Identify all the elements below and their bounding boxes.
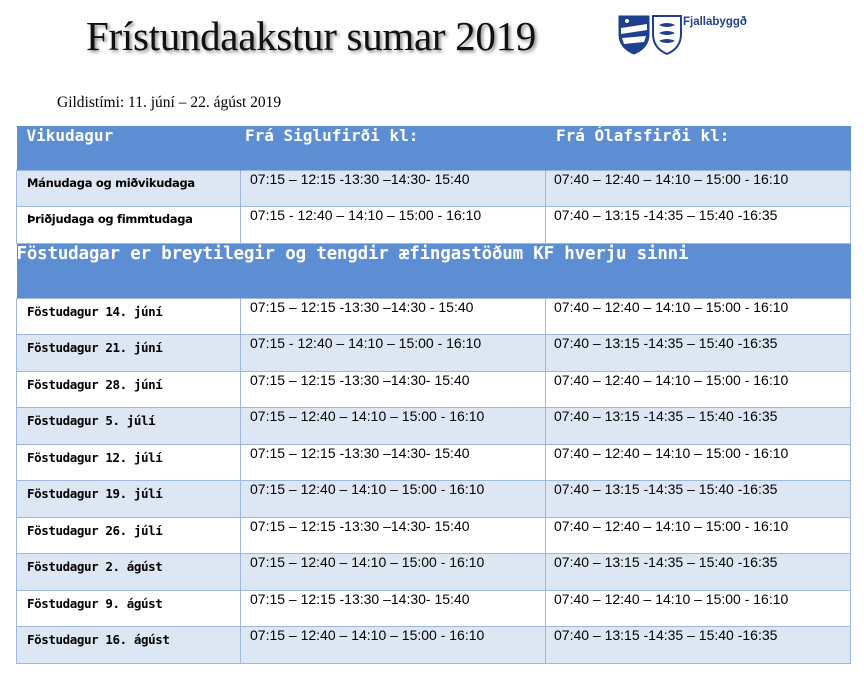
header-from-olafsfjordur: Frá Ólafsfirði kl: (546, 126, 851, 170)
row-times-olafsfjordur: 07:40 – 12:40 – 14:10 – 15:00 - 16:10 (546, 444, 851, 481)
row-times-olafsfjordur: 07:40 – 13:15 -14:35 – 15:40 -16:35 (546, 481, 851, 518)
row-times-olafsfjordur: 07:40 – 12:40 – 14:10 – 15:00 - 16:10 (546, 517, 851, 554)
table-row (17, 554, 851, 591)
row-times-siglufjordur: 07:15 – 12:15 -13:30 –14:30- 15:40 (241, 371, 546, 408)
page-title: Frístundaakstur sumar 2019 (86, 13, 536, 59)
row-times-olafsfjordur: 07:40 – 13:15 -14:35 – 15:40 -16:35 (546, 408, 851, 445)
row-times-siglufjordur: 07:15 – 12:40 – 14:10 – 15:00 - 16:10 (241, 481, 546, 518)
row-day: Föstudagur 12. júlí (17, 444, 241, 481)
schedule-table (16, 126, 851, 664)
table-row (17, 207, 851, 244)
friday-notice-row (17, 243, 851, 298)
row-times-siglufjordur: 07:15 – 12:15 -13:30 –14:30- 15:40 (241, 170, 546, 207)
row-times-siglufjordur: 07:15 – 12:40 – 14:10 – 15:00 - 16:10 (241, 554, 546, 591)
row-day: Mánudaga og miðvikudaga (17, 170, 241, 207)
row-times-olafsfjordur: 07:40 – 12:40 – 14:10 – 15:00 - 16:10 (546, 371, 851, 408)
row-times-olafsfjordur: 07:40 – 13:15 -14:35 – 15:40 -16:35 (546, 335, 851, 372)
row-day: Föstudagur 16. ágúst (17, 627, 241, 664)
row-day: Föstudagur 28. júní (17, 371, 241, 408)
row-times-olafsfjordur: 07:40 – 13:15 -14:35 – 15:40 -16:35 (546, 554, 851, 591)
row-times-siglufjordur: 07:15 – 12:15 -13:30 –14:30- 15:40 (241, 517, 546, 554)
row-day: Þriðjudaga og fimmtudaga (17, 207, 241, 244)
row-times-olafsfjordur: 07:40 – 12:40 – 14:10 – 15:00 - 16:10 (546, 170, 851, 207)
row-times-siglufjordur: 07:15 – 12:40 – 14:10 – 15:00 - 16:10 (241, 627, 546, 664)
table-header-row (17, 126, 851, 170)
row-times-siglufjordur: 07:15 - 12:40 – 14:10 – 15:00 - 16:10 (241, 207, 546, 244)
row-times-olafsfjordur: 07:40 – 13:15 -14:35 – 15:40 -16:35 (546, 627, 851, 664)
table-row (17, 335, 851, 372)
table-row (17, 481, 851, 518)
row-day: Föstudagur 2. ágúst (17, 554, 241, 591)
table-row (17, 298, 851, 335)
row-times-siglufjordur: 07:15 – 12:15 -13:30 –14:30 - 15:40 (241, 298, 546, 335)
table-row (17, 444, 851, 481)
header-weekday: Vikudagur (17, 126, 241, 170)
row-day: Föstudagur 14. júní (17, 298, 241, 335)
row-day: Föstudagur 26. júlí (17, 517, 241, 554)
table-row (17, 170, 851, 207)
row-times-olafsfjordur: 07:40 – 12:40 – 14:10 – 15:00 - 16:10 (546, 590, 851, 627)
row-day: Föstudagur 5. júlí (17, 408, 241, 445)
row-day: Föstudagur 9. ágúst (17, 590, 241, 627)
table-row (17, 408, 851, 445)
row-times-olafsfjordur: 07:40 – 12:40 – 14:10 – 15:00 - 16:10 (546, 298, 851, 335)
row-day: Föstudagur 21. júní (17, 335, 241, 372)
row-times-siglufjordur: 07:15 – 12:15 -13:30 –14:30- 15:40 (241, 444, 546, 481)
row-times-siglufjordur: 07:15 - 12:40 – 14:10 – 15:00 - 16:10 (241, 335, 546, 372)
row-times-siglufjordur: 07:15 – 12:15 -13:30 –14:30- 15:40 (241, 590, 546, 627)
row-times-siglufjordur: 07:15 – 12:40 – 14:10 – 15:00 - 16:10 (241, 408, 546, 445)
table-row (17, 517, 851, 554)
friday-notice: Föstudagar er breytilegir og tengdir æfingastöðum KF hverju sinni (17, 243, 851, 298)
table-row (17, 371, 851, 408)
header-from-siglufjordur: Frá Siglufirði kl: (241, 126, 546, 170)
row-times-olafsfjordur: 07:40 – 13:15 -14:35 – 15:40 -16:35 (546, 207, 851, 244)
validity-period: Gildistími: 11. júní – 22. ágúst 2019 (57, 94, 282, 111)
row-day: Föstudagur 19. júlí (17, 481, 241, 518)
table-row (17, 627, 851, 664)
logo-text: Fjallabyggð (683, 16, 747, 28)
table-row (17, 590, 851, 627)
